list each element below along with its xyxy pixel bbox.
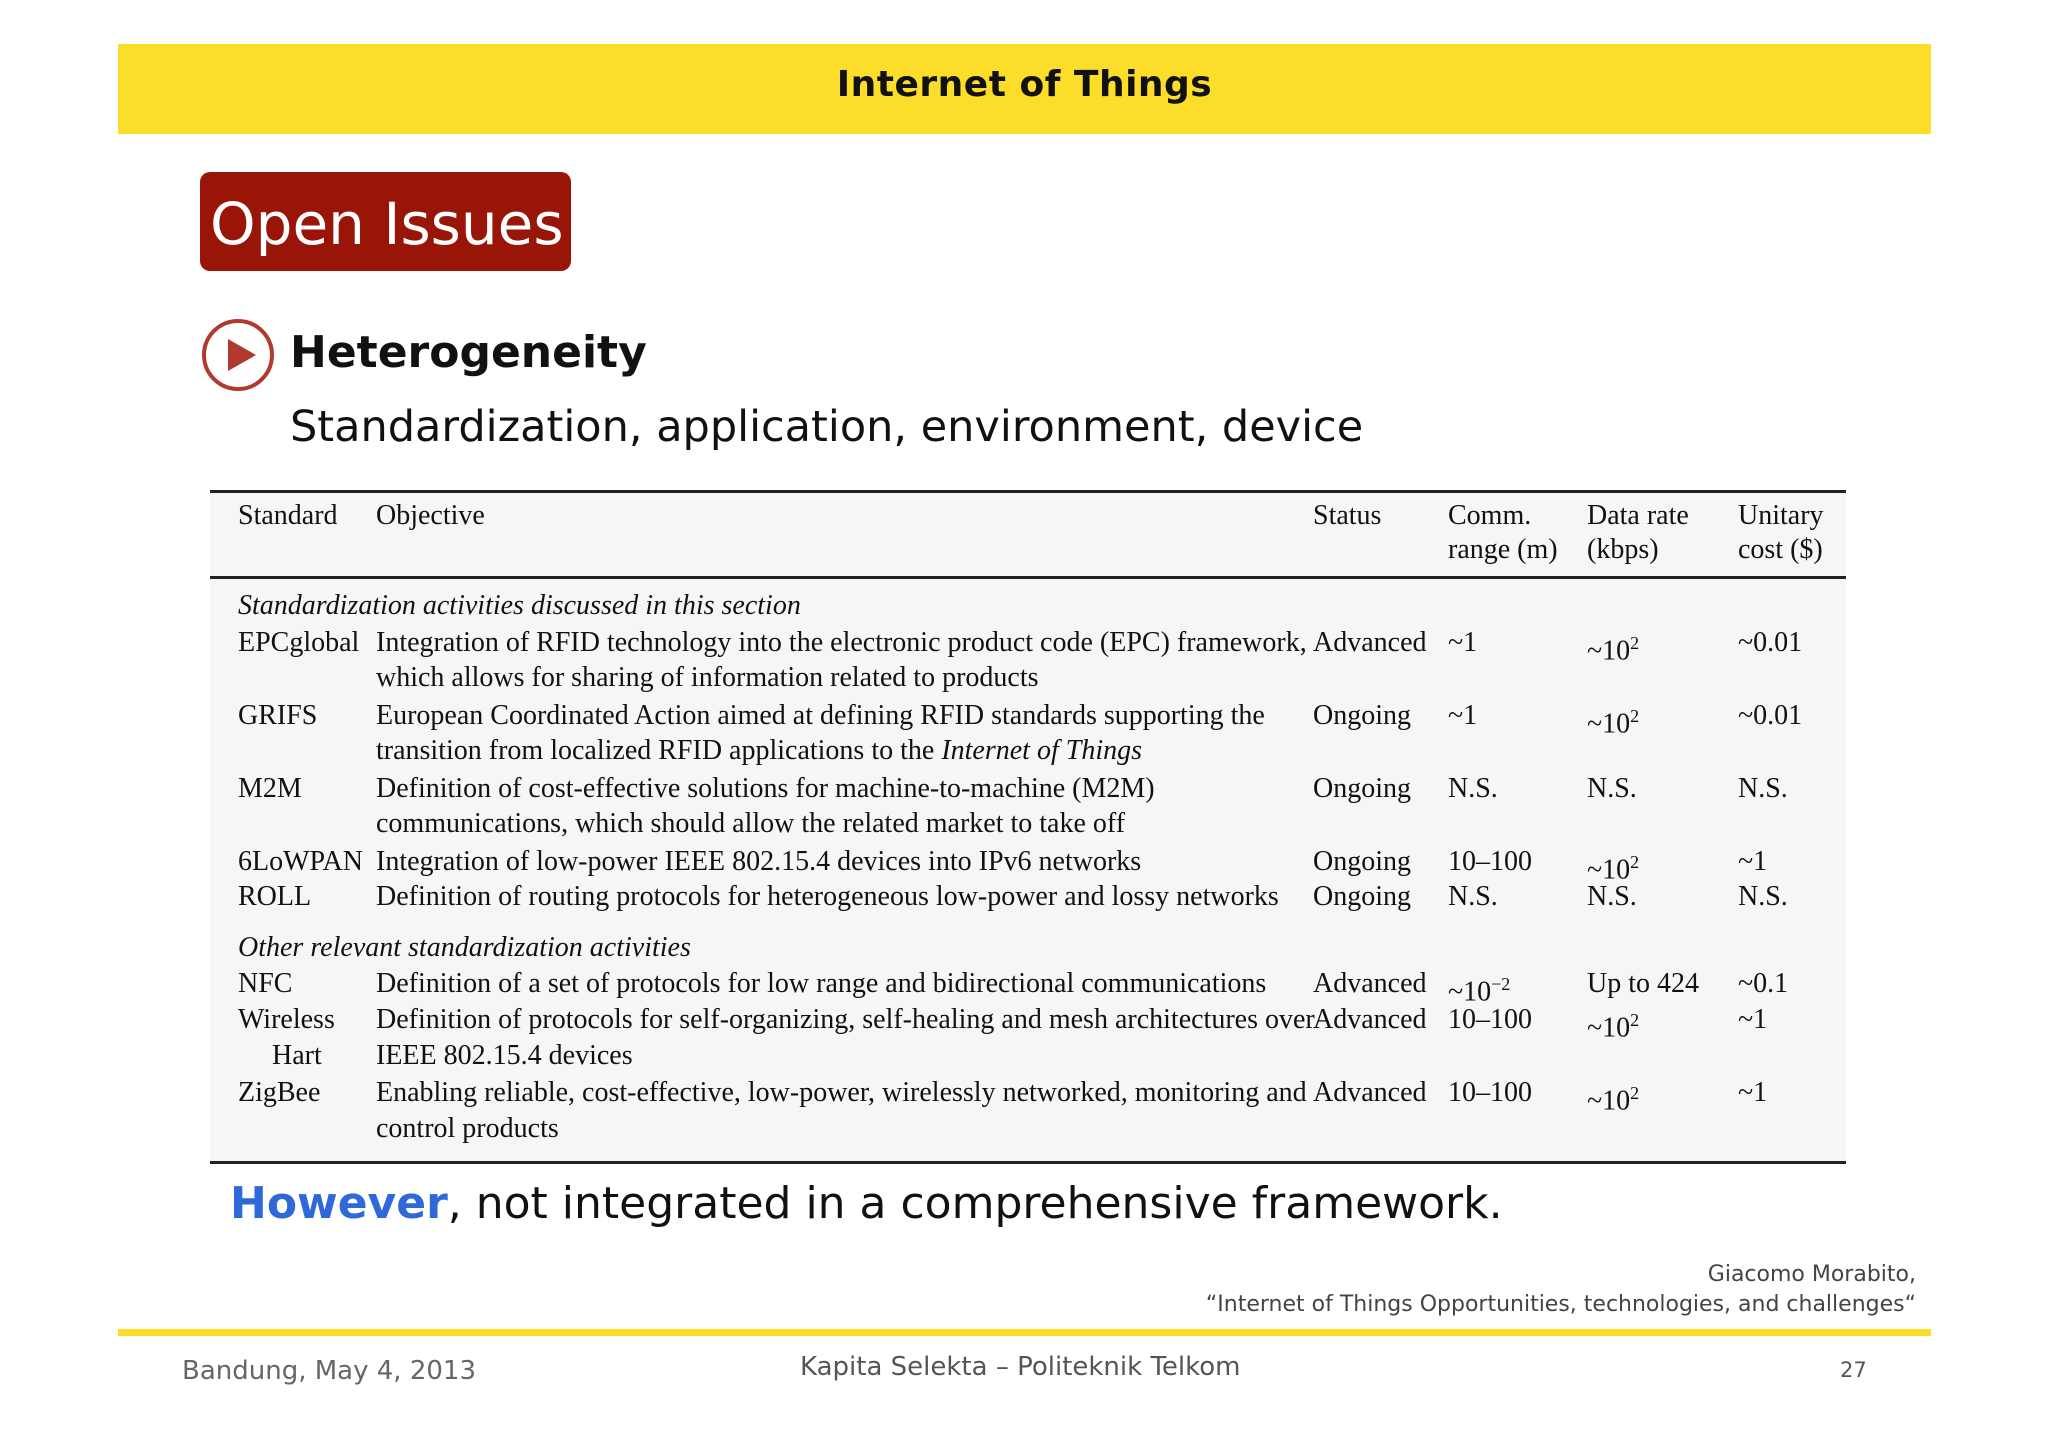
col-header-rate-1: Data rate bbox=[1587, 500, 1689, 531]
table-cell-objective: Definition of a set of protocols for low range and bidirectional communications bbox=[376, 968, 1267, 999]
table-cell-standard: Wireless bbox=[238, 1004, 335, 1035]
table-cell-range: 10–100 bbox=[1448, 1004, 1532, 1035]
table-cell-rate: $\sim 10^2$ bbox=[1587, 1010, 1640, 1044]
table-cell-status: Ongoing bbox=[1313, 773, 1411, 804]
group-label: Standardization activities discussed in this section bbox=[238, 590, 801, 621]
group-label: Other relevant standardization activities bbox=[238, 932, 691, 963]
table-cell-objective: transition from localized RFID applications to the Internet of Things bbox=[376, 735, 1142, 766]
table-cell-rate: $\sim 10^2$ bbox=[1587, 1083, 1640, 1117]
table-cell-status: Ongoing bbox=[1313, 846, 1411, 877]
conclusion-rest: , not integrated in a comprehensive framework. bbox=[447, 1178, 1503, 1229]
table-cell-cost: ~1 bbox=[1738, 1004, 1768, 1035]
table-cell-objective: control products bbox=[376, 1113, 559, 1144]
table-cell-status: Ongoing bbox=[1313, 700, 1411, 731]
table-cell-objective: Definition of cost-effective solutions for machine-to-machine (M2M) bbox=[376, 773, 1155, 804]
footer-divider bbox=[118, 1329, 1931, 1336]
table-cell-objective: communications, which should allow the related market to take off bbox=[376, 808, 1126, 839]
table-cell-status: Advanced bbox=[1313, 1077, 1427, 1108]
table-cell-objective: IEEE 802.15.4 devices bbox=[376, 1040, 633, 1071]
table-header-rule bbox=[210, 576, 1846, 579]
table-cell-standard: ROLL bbox=[238, 881, 312, 912]
table-cell-cost: ~1 bbox=[1738, 1077, 1768, 1108]
section-title: Open Issues bbox=[210, 190, 564, 258]
footer-date: Bandung, May 4, 2013 bbox=[182, 1356, 476, 1386]
table-cell-range: ~1 bbox=[1448, 700, 1478, 731]
col-header-cost-2: cost ($) bbox=[1738, 534, 1823, 565]
table-cell-cost: ~0.01 bbox=[1738, 700, 1803, 731]
table-cell-status: Advanced bbox=[1313, 968, 1427, 999]
table-cell-range: 10–100 bbox=[1448, 1077, 1532, 1108]
page-number: 27 bbox=[1840, 1358, 1867, 1382]
table-cell-cost: ~1 bbox=[1738, 846, 1768, 877]
citation bbox=[1206, 1260, 1916, 1320]
table-cell-rate: Up to 424 bbox=[1587, 968, 1699, 999]
table-cell-standard: M2M bbox=[238, 773, 302, 804]
table-cell-standard: GRIFS bbox=[238, 700, 318, 731]
table-cell-cost: N.S. bbox=[1738, 881, 1788, 912]
col-header-objective: Objective bbox=[376, 500, 485, 531]
bullet-title: Heterogeneity bbox=[290, 327, 647, 378]
table-cell-rate: $\sim 10^2$ bbox=[1587, 633, 1640, 667]
table-cell-objective: which allows for sharing of information related to products bbox=[376, 662, 1039, 693]
conclusion-text bbox=[230, 1178, 1503, 1229]
table-cell-standard: NFC bbox=[238, 968, 293, 999]
table-cell-rate: N.S. bbox=[1587, 773, 1637, 804]
table-cell-standard: 6LoWPAN bbox=[238, 846, 363, 877]
table-cell-range: N.S. bbox=[1448, 773, 1498, 804]
bullet-subtitle: Standardization, application, environment, device bbox=[290, 402, 1364, 452]
table-cell-range: ~1 bbox=[1448, 627, 1478, 658]
however-highlight: However bbox=[230, 1178, 448, 1229]
section-badge bbox=[200, 172, 571, 271]
table-cell-standard: ZigBee bbox=[238, 1077, 321, 1108]
table-cell-objective: Definition of routing protocols for heterogeneous low-power and lossy networks bbox=[376, 881, 1279, 912]
table-cell-rate: N.S. bbox=[1587, 881, 1637, 912]
col-header-status: Status bbox=[1313, 500, 1382, 531]
table-cell-range: $\sim 10^{-2}$ bbox=[1448, 974, 1511, 1008]
table-cell-rate: $\sim 10^2$ bbox=[1587, 852, 1640, 886]
col-header-standard: Standard bbox=[238, 500, 338, 531]
table-cell-status: Advanced bbox=[1313, 627, 1427, 658]
table-cell-cost: ~0.1 bbox=[1738, 968, 1789, 999]
table-bottom-rule bbox=[210, 1161, 1846, 1164]
standards-table bbox=[210, 490, 1846, 1164]
table-cell-objective: Enabling reliable, cost-effective, low-power, wirelessly networked, monitoring and bbox=[376, 1077, 1307, 1108]
table-cell-objective: Integration of RFID technology into the electronic product code (EPC) framework, bbox=[376, 627, 1307, 658]
citation-author: Giacomo Morabito, bbox=[1707, 1262, 1916, 1287]
citation-title: “Internet of Things Opportunities, technologies, and challenges“ bbox=[1205, 1292, 1916, 1317]
play-circle-icon bbox=[200, 317, 276, 393]
table-cell-objective: Integration of low-power IEEE 802.15.4 devices into IPv6 networks bbox=[376, 846, 1142, 877]
table-cell-standard: Hart bbox=[272, 1040, 322, 1071]
table-cell-rate: $\sim 10^2$ bbox=[1587, 706, 1640, 740]
header-title: Internet of Things bbox=[836, 64, 1213, 105]
footer-center-text: Kapita Selekta – Politeknik Telkom bbox=[800, 1352, 1241, 1382]
table-cell-status: Ongoing bbox=[1313, 881, 1411, 912]
header-bar bbox=[118, 44, 1931, 134]
table-cell-range: N.S. bbox=[1448, 881, 1498, 912]
col-header-range-1: Comm. bbox=[1448, 500, 1532, 531]
col-header-rate-2: (kbps) bbox=[1587, 534, 1659, 565]
table-cell-cost: N.S. bbox=[1738, 773, 1788, 804]
table-cell-objective: European Coordinated Action aimed at defining RFID standards supporting the bbox=[376, 700, 1265, 731]
col-header-cost-1: Unitary bbox=[1738, 500, 1824, 531]
table-cell-standard: EPCglobal bbox=[238, 627, 360, 658]
table-top-rule bbox=[210, 490, 1846, 493]
table-cell-cost: ~0.01 bbox=[1738, 627, 1803, 658]
table-cell-status: Advanced bbox=[1313, 1004, 1427, 1035]
col-header-range-2: range (m) bbox=[1448, 534, 1558, 565]
table-cell-objective: Definition of protocols for self-organizing, self-healing and mesh architectures over bbox=[376, 1004, 1315, 1035]
table-cell-range: 10–100 bbox=[1448, 846, 1532, 877]
